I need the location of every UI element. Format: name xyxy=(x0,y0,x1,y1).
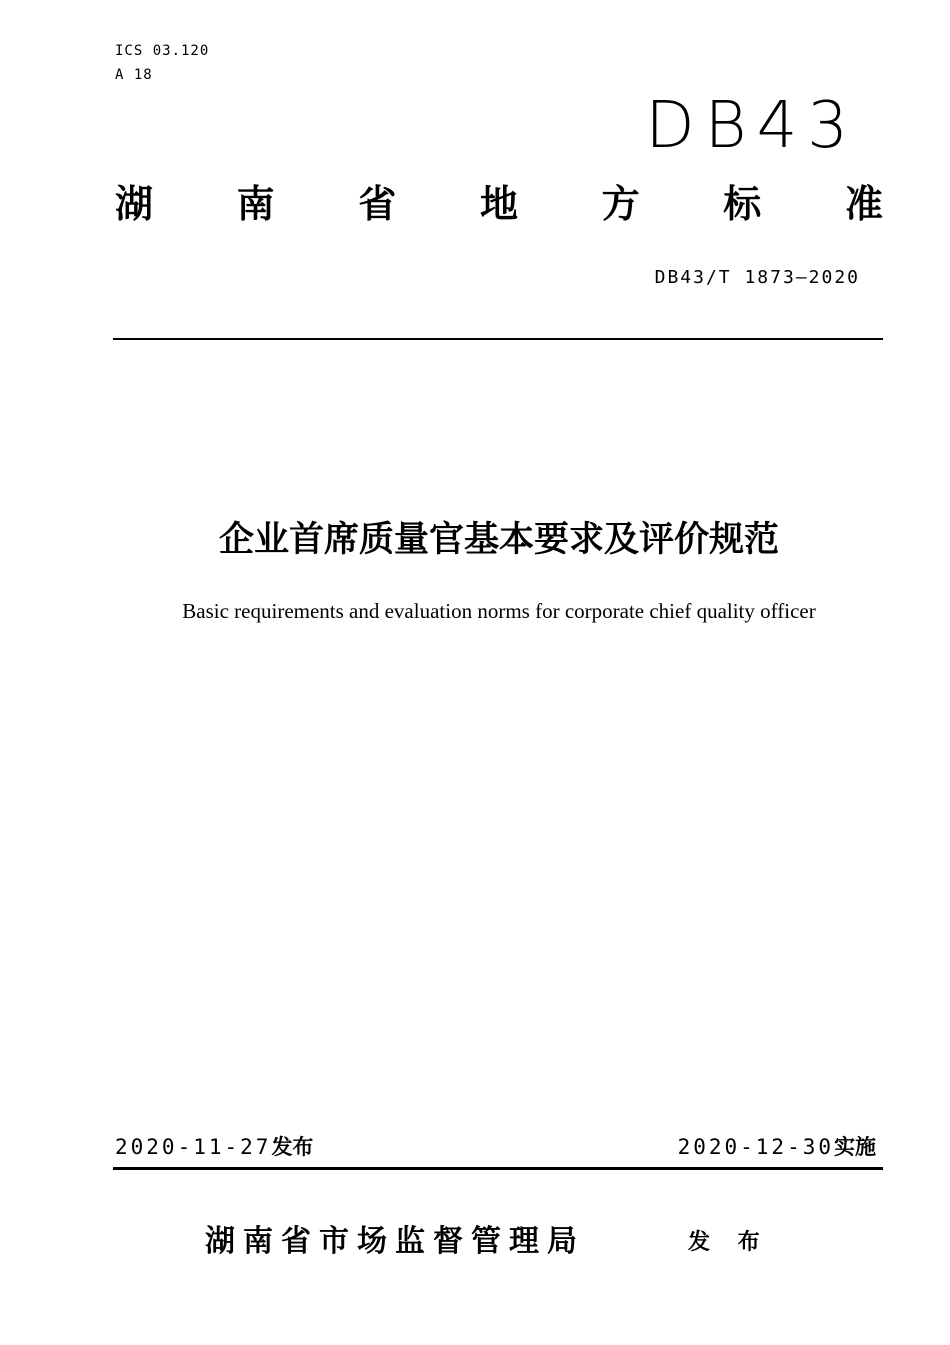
standard-type-title xyxy=(115,178,883,230)
standard-type-char: 准 xyxy=(844,182,883,226)
implement-date: 2020-12-30 xyxy=(677,1135,834,1159)
db-code: DB43 xyxy=(645,89,858,163)
document-title-en: Basic requirements and evaluation norms for corporate chief quality officer xyxy=(182,599,816,623)
standard-type-char: 标 xyxy=(723,182,762,226)
issue-word: 发 布 xyxy=(688,1230,770,1255)
ccs-code: A 18 xyxy=(115,67,153,83)
publish-label: 发布 xyxy=(271,1135,314,1159)
standard-number: DB43/T 1873—2020 xyxy=(654,267,860,288)
standard-type-char: 省 xyxy=(358,182,397,226)
standard-type-char: 方 xyxy=(601,182,640,226)
standard-type-char: 地 xyxy=(479,182,518,226)
footer-divider xyxy=(113,1167,883,1170)
implement-label: 实施 xyxy=(834,1135,876,1159)
document-title-zh: 企业首席质量官基本要求及评价规范 xyxy=(218,520,779,560)
issuing-authority: 湖南省市场监督管理局 xyxy=(205,1224,585,1259)
implement-date-line xyxy=(678,1132,876,1162)
publish-date: 2020-11-27 xyxy=(115,1135,272,1159)
ics-code: ICS 03.120 xyxy=(115,43,210,59)
publish-date-line xyxy=(115,1132,313,1162)
header-divider xyxy=(113,338,883,340)
standard-type-char: 南 xyxy=(236,182,275,226)
standard-type-char: 湖 xyxy=(115,182,154,226)
